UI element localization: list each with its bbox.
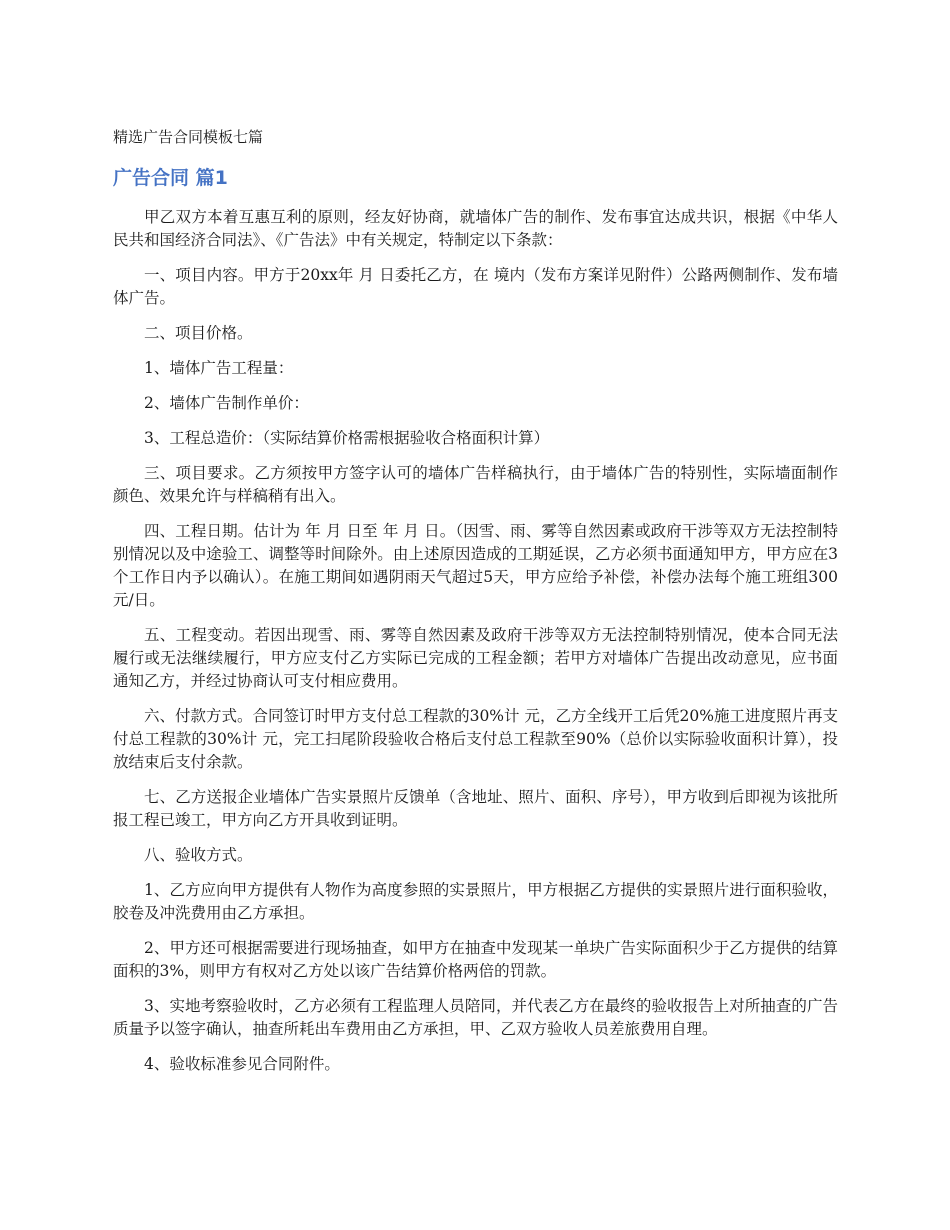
paragraph-payment: 六、付款方式。合同签订时甲方支付总工程款的30%计 元，乙方全线开工后凭20%施工进度照片再支付总工程款的30%计 元，完工扫尾阶段验收合格后支付总工程款至90%（总价以实际验收面积计算），投放结束后支付余款。 <box>113 707 838 771</box>
paragraph-acceptance: 八、验收方式。 <box>144 846 253 864</box>
paragraph-schedule: 四、工程日期。估计为 年 月 日至 年 月 日。（因雪、雨、雾等自然因素或政府干涉等双方无法控制特别情况以及中途验工、调整等时间除外。由上述原因造成的工期延误，乙方必须书面通知甲方，甲方应在3个工作日内予以确认）。在施工期间如遇阴雨天气超过5天，甲方应给予补偿，补偿办法每个施工班组300元/日。 <box>113 522 838 609</box>
paragraph-acceptance-3: 3、实地考察验收时，乙方必须有工程监理人员陪同，并代表乙方在最终的验收报告上对所抽查的广告质量予以签字确认，抽查所耗出车费用由乙方承担，甲、乙双方验收人员差旅费用自理。 <box>113 997 838 1038</box>
paragraph-unit-price: 2、墙体广告制作单价： <box>144 394 309 412</box>
document-body <box>113 206 838 1088</box>
paragraph-intro: 甲乙双方本着互惠互利的原则，经友好协商，就墙体广告的制作、发布事宜达成共识，根据《中华人民共和国经济合同法》、《广告法》中有关规定，特制定以下条款： <box>113 208 838 249</box>
paragraph-project-content: 一、项目内容。甲方于20xx年 月 日委托乙方，在 境内（发布方案详见附件）公路两侧制作、发布墙体广告。 <box>113 266 838 307</box>
paragraph-quantity: 1、墙体广告工程量： <box>144 359 294 377</box>
paragraph-total-cost: 3、工程总造价：（实际结算价格需根据验收合格面积计算） <box>144 429 550 447</box>
document-title: 精选广告合同模板七篇 <box>113 128 264 146</box>
paragraph-changes: 五、工程变动。若因出现雪、雨、雾等自然因素及政府干涉等双方无法控制特别情况，使本合同无法履行或无法继续履行，甲方应支付乙方实际已完成的工程金额；若甲方对墙体广告提出改动意见，应书面通知乙方，并经过协商认可支付相应费用。 <box>113 626 838 690</box>
paragraph-acceptance-2: 2、甲方还可根据需要进行现场抽查，如甲方在抽查中发现某一单块广告实际面积少于乙方提供的结算面积的3%，则甲方有权对乙方处以该广告结算价格两倍的罚款。 <box>113 939 838 980</box>
paragraph-acceptance-1: 1、乙方应向甲方提供有人物作为高度参照的实景照片，甲方根据乙方提供的实景照片进行面积验收，胶卷及冲洗费用由乙方承担。 <box>113 881 838 922</box>
paragraph-project-price: 二、项目价格。 <box>144 324 253 342</box>
section-heading: 广告合同 篇1 <box>113 167 228 189</box>
paragraph-photo-report: 七、乙方送报企业墙体广告实景照片反馈单（含地址、照片、面积、序号），甲方收到后即视为该批所报工程已竣工，甲方向乙方开具收到证明。 <box>113 788 838 829</box>
paragraph-requirements: 三、项目要求。乙方须按甲方签字认可的墙体广告样稿执行，由于墙体广告的特别性，实际墙面制作颜色、效果允许与样稿稍有出入。 <box>113 464 838 505</box>
paragraph-acceptance-4: 4、验收标准参见合同附件。 <box>144 1055 340 1073</box>
